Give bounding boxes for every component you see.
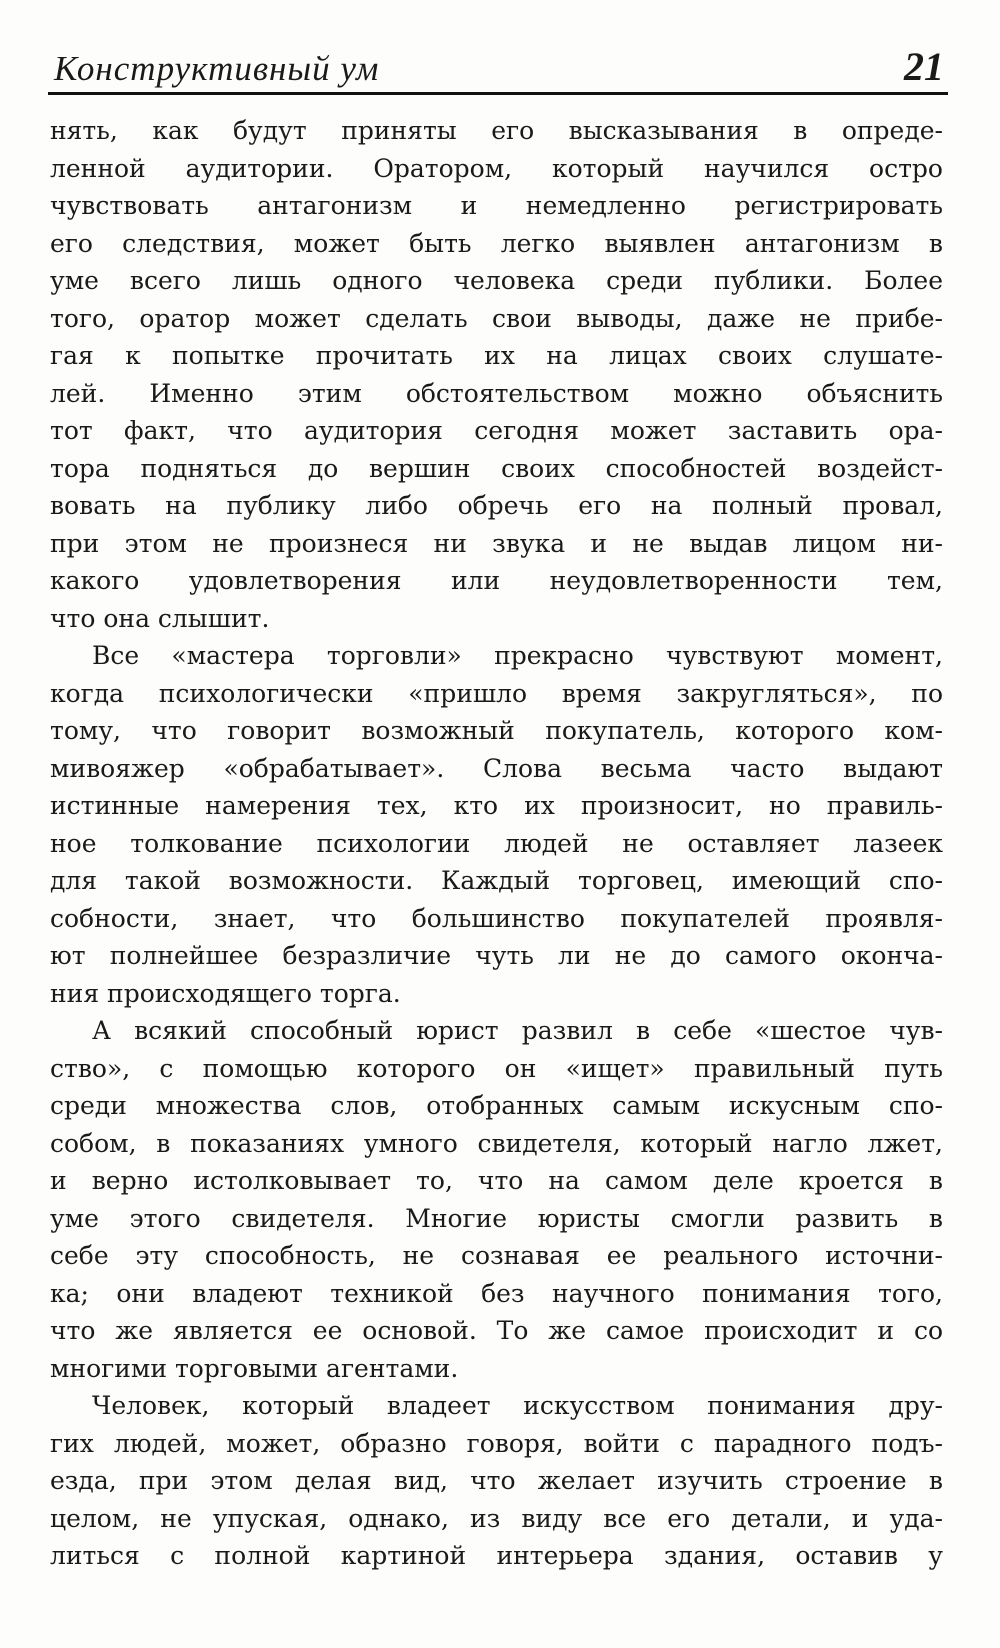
text-line: какого удовлетворения или неудовлетворенности тем, xyxy=(50,566,943,595)
text-line: вовать на публику либо обречь его на полный провал, xyxy=(50,491,943,520)
text-line: лей. Именно этим обстоятельством можно объяснить xyxy=(50,378,943,408)
body-text xyxy=(50,112,943,1575)
text-line: ка; они владеют техникой без научного понимания того, xyxy=(50,1278,943,1308)
text-line: Все «мастера торговли» прекрасно чувствуют момент, xyxy=(92,641,943,670)
text-line: собности, знает, что большинство покупателей проявля- xyxy=(50,903,943,933)
text-line: когда психологически «пришло время закругляться», по xyxy=(50,678,943,708)
text-line: уме всего лишь одного человека среди публики. Более xyxy=(50,266,943,295)
text-line: что же является ее основой. То же самое происходит и со xyxy=(50,1316,943,1345)
text-line: для такой возможности. Каждый торговец, имеющий спо- xyxy=(50,866,943,895)
text-line: его следствия, может быть легко выявлен антагонизм в xyxy=(50,228,943,258)
page-number: 21 xyxy=(904,44,944,89)
text-line: того, оратор может сделать свои выводы, даже не прибе- xyxy=(50,303,943,333)
text-line: истинные намерения тех, кто их произносит, но правиль- xyxy=(50,791,943,820)
running-head xyxy=(54,44,944,94)
text-line: чувствовать антагонизм и немедленно регистрировать xyxy=(50,191,943,220)
text-line: литься с полной картиной интерьера здания, оставив у xyxy=(50,1541,943,1570)
text-line: езда, при этом делая вид, что желает изучить строение в xyxy=(50,1466,943,1495)
text-line: ство», с помощью которого он «ищет» правильный путь xyxy=(50,1053,943,1083)
text-line: и верно истолковывает то, что на самом деле кроется в xyxy=(50,1166,943,1195)
text-line: многими торговыми агентами. xyxy=(50,1353,459,1383)
text-line: гих людей, может, образно говоря, войти с парадного подъ- xyxy=(50,1428,943,1458)
text-line: при этом не произнеся ни звука и не выдав лицом ни- xyxy=(50,528,943,558)
text-line: гая к попытке прочитать их на лицах своих слушате- xyxy=(50,341,943,370)
text-line: нять, как будут приняты его высказывания в опреде- xyxy=(50,116,943,145)
text-line: тому, что говорит возможный покупатель, которого ком- xyxy=(50,716,943,745)
running-title: Конструктивный ум xyxy=(54,49,380,88)
text-line: А всякий способный юрист развил в себе «шестое чув- xyxy=(92,1016,943,1045)
text-line: тот факт, что аудитория сегодня может заставить ора- xyxy=(50,416,943,445)
text-line: тора подняться до вершин своих способностей воздейст- xyxy=(50,453,943,483)
text-line: мивояжер «обрабатывает». Слова весьма часто выдают xyxy=(50,753,943,783)
text-line: ния происходящего торга. xyxy=(50,978,401,1008)
text-line: ное толкование психологии людей не оставляет лазеек xyxy=(50,828,943,858)
header-rule xyxy=(48,92,948,95)
text-line: ленной аудитории. Оратором, который научился остро xyxy=(50,153,943,183)
text-line: что она слышит. xyxy=(50,603,270,633)
text-line: собом, в показаниях умного свидетеля, который нагло лжет, xyxy=(50,1128,943,1158)
text-line: себе эту способность, не сознавая ее реального источни- xyxy=(50,1241,943,1270)
text-line: уме этого свидетеля. Многие юристы смогли развить в xyxy=(50,1203,943,1233)
text-line: среди множества слов, отобранных самым искусным спо- xyxy=(50,1091,943,1120)
text-line: Человек, который владеет искусством понимания дру- xyxy=(92,1391,943,1420)
text-line: целом, не упуская, однако, из виду все его детали, и уда- xyxy=(50,1503,943,1533)
text-line: ют полнейшее безразличие чуть ли не до самого оконча- xyxy=(50,941,943,970)
